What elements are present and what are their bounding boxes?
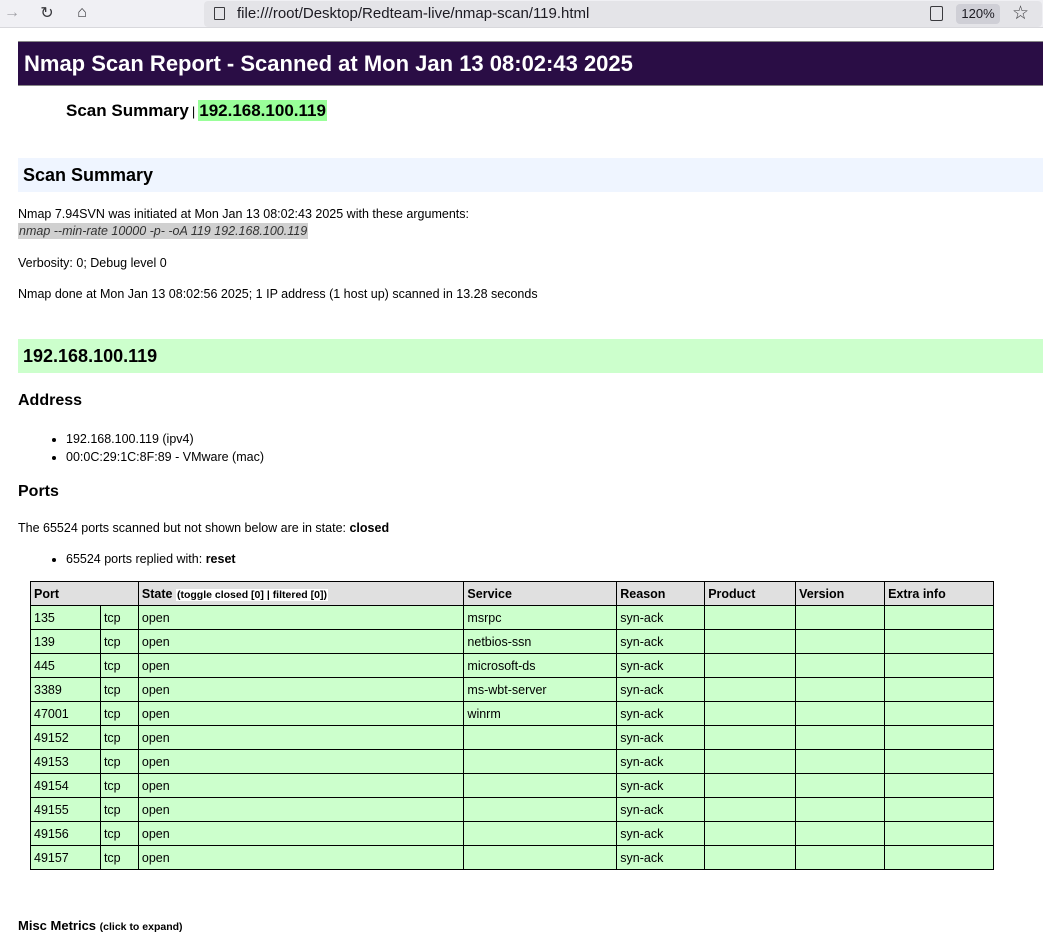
scan-done-text: Nmap done at Mon Jan 13 08:02:56 2025; 1 IP address (1 host up) scanned in 13.28 seconds: [18, 287, 538, 301]
port-cell-product: [705, 726, 796, 750]
port-cell-proto: tcp: [100, 678, 138, 702]
th-state-label: State: [141, 586, 173, 601]
port-cell-state: open: [138, 822, 464, 846]
th-state: [138, 582, 464, 606]
port-cell-extra: [885, 846, 994, 870]
port-cell-version: [796, 654, 885, 678]
port-cell-extra: [885, 606, 994, 630]
port-cell-state: open: [138, 750, 464, 774]
port-cell-extra: [885, 654, 994, 678]
port-cell-product: [705, 606, 796, 630]
nav-scan-summary-link[interactable]: Scan Summary: [66, 101, 189, 120]
browser-toolbar: [0, 0, 1043, 28]
misc-metrics-title[interactable]: Misc Metrics: [18, 918, 97, 933]
port-cell-proto: tcp: [100, 798, 138, 822]
port-cell-reason: syn-ack: [617, 798, 705, 822]
port-cell-reason: syn-ack: [617, 774, 705, 798]
port-cell-port: 49156: [31, 822, 101, 846]
closed-ports-label: The 65524 ports scanned but not shown below are in state:: [18, 521, 346, 535]
port-cell-extra: [885, 726, 994, 750]
port-cell-service: msrpc: [464, 606, 617, 630]
port-cell-version: [796, 606, 885, 630]
port-cell-extra: [885, 798, 994, 822]
port-cell-service: [464, 822, 617, 846]
port-cell-extra: [885, 750, 994, 774]
port-cell-port: 49154: [31, 774, 101, 798]
port-cell-state: open: [138, 678, 464, 702]
report-title: Nmap Scan Report - Scanned at Mon Jan 13 08:02:43 2025: [18, 41, 1043, 86]
back-arrow-icon[interactable]: →: [4, 4, 20, 21]
port-cell-reason: syn-ack: [617, 726, 705, 750]
port-cell-extra: [885, 678, 994, 702]
port-cell-proto: tcp: [100, 726, 138, 750]
port-cell-reason: syn-ack: [617, 846, 705, 870]
toggle-closed-link[interactable]: toggle closed [0]: [180, 588, 264, 601]
th-service: Service: [464, 582, 617, 606]
port-cell-version: [796, 846, 885, 870]
host-heading: 192.168.100.119: [18, 339, 1043, 373]
port-cell-extra: [885, 774, 994, 798]
port-row: [31, 654, 994, 678]
reply-item: [66, 552, 236, 566]
reply-list: [54, 552, 236, 566]
port-cell-port: 49152: [31, 726, 101, 750]
port-row: [31, 750, 994, 774]
reload-icon[interactable]: ↻: [40, 5, 54, 22]
ports-table-header: [31, 582, 994, 606]
port-cell-reason: syn-ack: [617, 702, 705, 726]
page-icon: [214, 7, 225, 20]
port-cell-reason: syn-ack: [617, 750, 705, 774]
home-icon[interactable]: ⌂: [77, 4, 87, 21]
port-cell-proto: tcp: [100, 750, 138, 774]
port-cell-port: 49155: [31, 798, 101, 822]
port-cell-version: [796, 702, 885, 726]
port-cell-state: open: [138, 846, 464, 870]
port-cell-state: open: [138, 702, 464, 726]
address-title: Address: [18, 392, 83, 409]
port-row: [31, 702, 994, 726]
port-cell-version: [796, 774, 885, 798]
th-reason: Reason: [617, 582, 705, 606]
port-cell-product: [705, 822, 796, 846]
port-cell-product: [705, 798, 796, 822]
misc-metrics-hint[interactable]: (click to expand): [99, 921, 183, 933]
toggle-paren-close: ): [323, 588, 327, 601]
port-cell-extra: [885, 822, 994, 846]
port-cell-proto: tcp: [100, 606, 138, 630]
port-cell-port: 47001: [31, 702, 101, 726]
port-cell-extra: [885, 702, 994, 726]
scan-initiated-text: Nmap 7.94SVN was initiated at Mon Jan 13 08:02:43 2025 with these arguments:: [18, 207, 469, 221]
port-cell-port: 49157: [31, 846, 101, 870]
address-item-ipv4: • 192.168.100.119 (ipv4): [66, 430, 264, 448]
port-row: [31, 606, 994, 630]
port-cell-state: open: [138, 726, 464, 750]
th-extra-info: Extra info: [885, 582, 994, 606]
port-row: [31, 846, 994, 870]
port-cell-version: [796, 726, 885, 750]
port-cell-reason: syn-ack: [617, 654, 705, 678]
state-toggle: [176, 589, 328, 601]
report-page: [18, 41, 1043, 933]
port-cell-product: [705, 678, 796, 702]
port-cell-proto: tcp: [100, 630, 138, 654]
port-cell-reason: syn-ack: [617, 630, 705, 654]
zoom-level-badge[interactable]: 120%: [956, 4, 1000, 24]
th-version: Version: [796, 582, 885, 606]
port-cell-service: netbios-ssn: [464, 630, 617, 654]
port-cell-service: [464, 726, 617, 750]
port-cell-service: [464, 750, 617, 774]
th-port: Port: [31, 582, 139, 606]
port-cell-reason: syn-ack: [617, 678, 705, 702]
port-cell-state: open: [138, 774, 464, 798]
port-cell-product: [705, 702, 796, 726]
port-cell-service: microsoft-ds: [464, 654, 617, 678]
port-cell-port: 49153: [31, 750, 101, 774]
port-cell-version: [796, 630, 885, 654]
toggle-paren-open: (: [176, 588, 181, 601]
port-cell-service: ms-wbt-server: [464, 678, 617, 702]
port-cell-state: open: [138, 606, 464, 630]
star-icon[interactable]: ☆: [1012, 3, 1030, 24]
port-cell-reason: syn-ack: [617, 606, 705, 630]
port-cell-state: open: [138, 798, 464, 822]
reader-view-icon[interactable]: [930, 6, 943, 21]
port-cell-proto: tcp: [100, 774, 138, 798]
closed-state: closed: [349, 521, 390, 535]
address-list: [54, 430, 264, 466]
port-cell-product: [705, 750, 796, 774]
report-nav: [66, 101, 327, 121]
port-cell-version: [796, 750, 885, 774]
toggle-filtered-link[interactable]: filtered [0]: [272, 588, 324, 601]
ports-title: Ports: [18, 483, 59, 500]
port-cell-extra: [885, 630, 994, 654]
port-cell-product: [705, 630, 796, 654]
port-row: [31, 678, 994, 702]
reply-label: 65524 ports replied with:: [66, 552, 203, 566]
verbosity-text: Verbosity: 0; Debug level 0: [18, 256, 167, 270]
ports-table: [30, 581, 994, 870]
port-row: [31, 726, 994, 750]
port-cell-port: 3389: [31, 678, 101, 702]
port-cell-product: [705, 654, 796, 678]
port-cell-product: [705, 774, 796, 798]
port-cell-proto: tcp: [100, 654, 138, 678]
port-cell-port: 135: [31, 606, 101, 630]
port-cell-service: [464, 846, 617, 870]
port-cell-proto: tcp: [100, 822, 138, 846]
toggle-separator: |: [263, 588, 273, 601]
th-product: Product: [705, 582, 796, 606]
port-cell-state: open: [138, 654, 464, 678]
port-cell-service: [464, 774, 617, 798]
ports-table-body: [31, 606, 994, 870]
scan-command: nmap --min-rate 10000 -p- -oA 119 192.168.100.119: [19, 224, 308, 238]
url-text[interactable]: file:///root/Desktop/Redteam-live/nmap-scan/119.html: [237, 5, 590, 22]
address-item-mac: • 00:0C:29:1C:8F:89 - VMware (mac): [66, 448, 264, 466]
nav-host-ip-link[interactable]: 192.168.100.119: [199, 101, 326, 120]
port-cell-service: winrm: [464, 702, 617, 726]
port-cell-product: [705, 846, 796, 870]
nav-separator: |: [191, 104, 196, 119]
scan-summary-heading: Scan Summary: [18, 158, 1043, 192]
port-cell-version: [796, 822, 885, 846]
port-cell-port: 445: [31, 654, 101, 678]
reply-state: reset: [205, 552, 236, 566]
closed-ports-text: [18, 521, 389, 535]
port-row: [31, 630, 994, 654]
port-row: [31, 798, 994, 822]
port-cell-state: open: [138, 630, 464, 654]
port-cell-version: [796, 798, 885, 822]
port-row: [31, 774, 994, 798]
port-cell-port: 139: [31, 630, 101, 654]
port-cell-proto: tcp: [100, 702, 138, 726]
port-cell-service: [464, 798, 617, 822]
port-cell-proto: tcp: [100, 846, 138, 870]
url-bar[interactable]: [204, 1, 1042, 27]
port-cell-reason: syn-ack: [617, 822, 705, 846]
misc-metrics-toggle[interactable]: [18, 918, 183, 933]
port-row: [31, 822, 994, 846]
port-cell-version: [796, 678, 885, 702]
